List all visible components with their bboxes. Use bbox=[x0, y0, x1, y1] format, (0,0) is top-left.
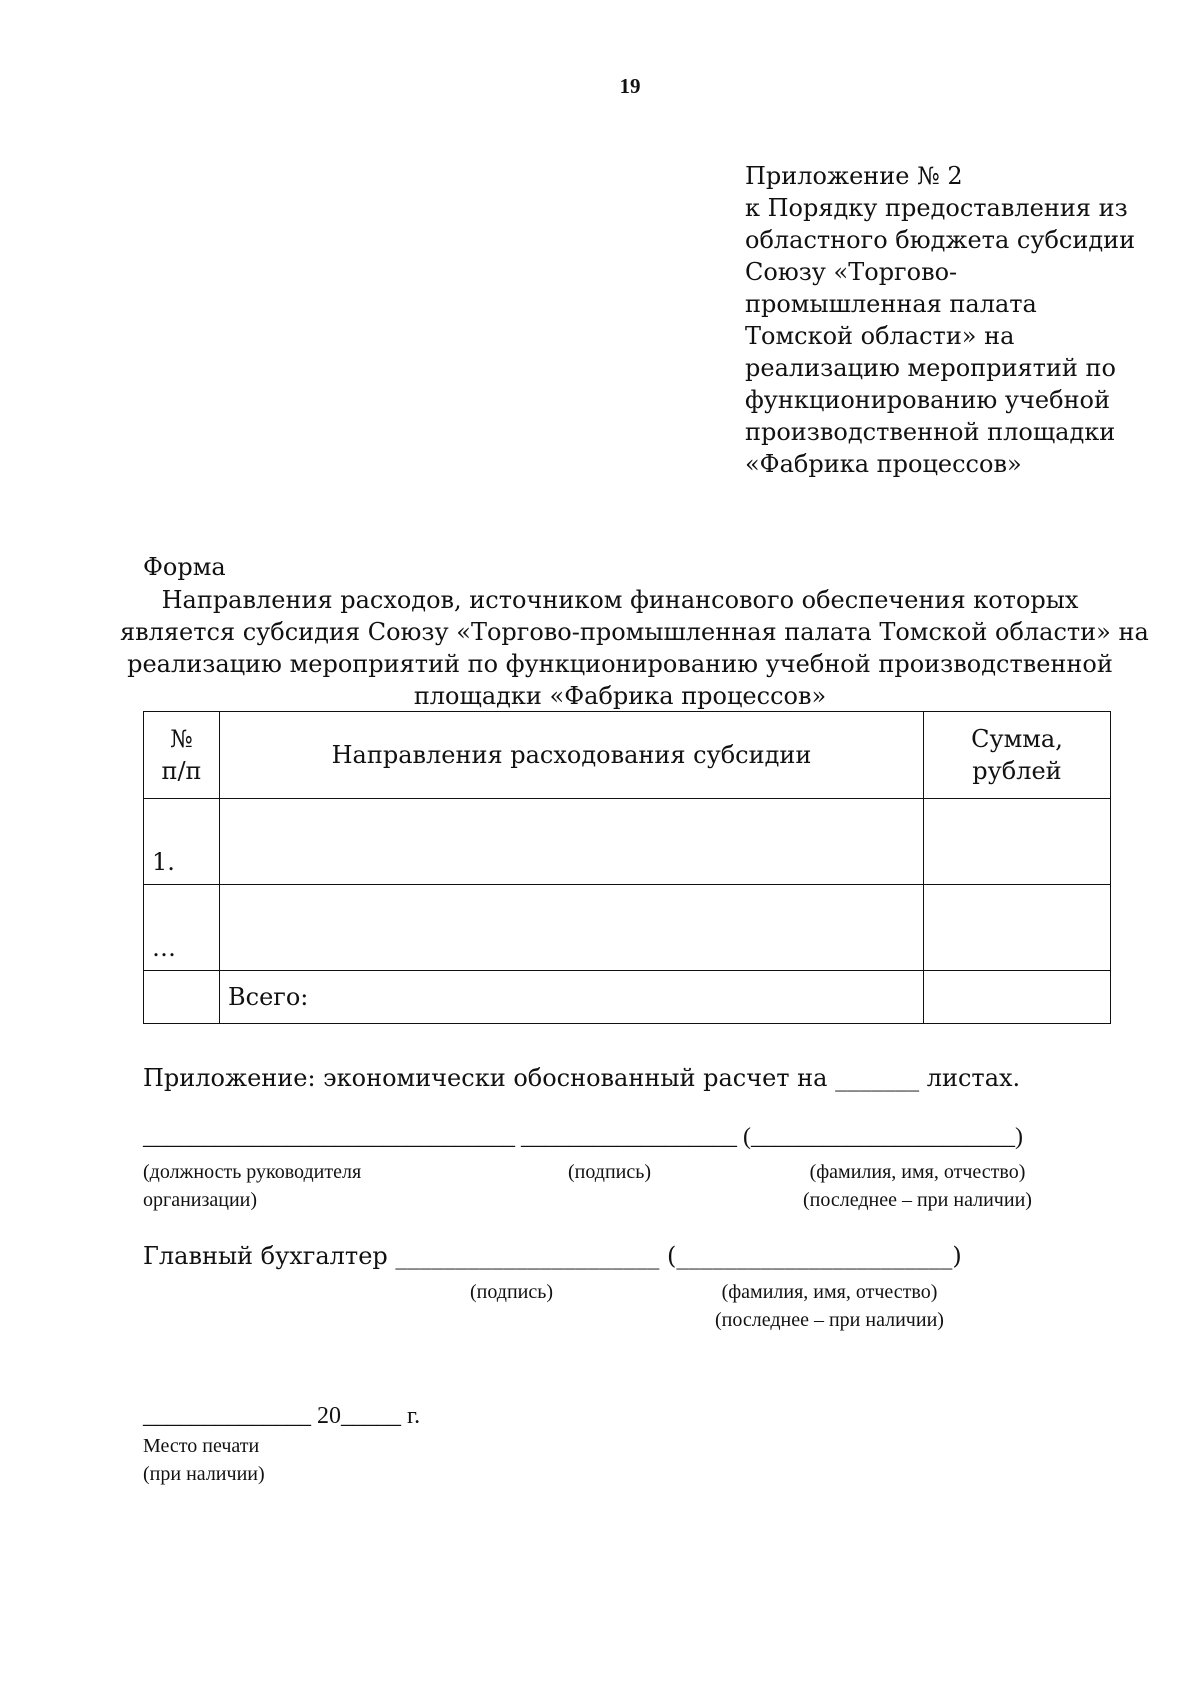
appendix-line: «Фабрика процессов» bbox=[745, 450, 1022, 478]
row-sum-cell[interactable] bbox=[924, 799, 1111, 885]
form-title-line: является субсидия Союзу «Торгово-промышленная палата Томской области» на bbox=[120, 618, 1149, 646]
appendix-line: областного бюджета субсидии bbox=[745, 226, 1136, 254]
row-sum-cell[interactable] bbox=[924, 885, 1111, 971]
appendix-line: Союзу «Торгово- bbox=[745, 258, 958, 286]
table-row bbox=[144, 799, 1111, 885]
appendix-line: промышленная палата bbox=[745, 290, 1037, 318]
accountant-caption-signature: (подпись) bbox=[470, 1281, 554, 1303]
caption-name-line: (фамилия, имя, отчество) bbox=[809, 1161, 1026, 1183]
total-label: Всего: bbox=[220, 971, 924, 1024]
appendix-line: Томской области» на bbox=[745, 322, 1015, 350]
header-number-line: п/п bbox=[161, 757, 202, 785]
caption-name bbox=[803, 1158, 1032, 1214]
header-sum-line: Сумма, bbox=[971, 725, 1063, 753]
caption-name-line: (последнее – при наличии) bbox=[803, 1189, 1032, 1211]
caption-name-line: (фамилия, имя, отчество) bbox=[721, 1281, 938, 1303]
row-number: 1. bbox=[144, 799, 220, 885]
header-sum bbox=[924, 712, 1111, 799]
caption-position-line: (должность руководителя bbox=[143, 1161, 362, 1183]
stamp-note-line: Место печати bbox=[143, 1435, 260, 1457]
caption-name-line: (последнее – при наличии) bbox=[715, 1309, 944, 1331]
form-label: Форма bbox=[143, 553, 226, 581]
form-title bbox=[120, 584, 1149, 712]
date-line[interactable]: ______________ 20_____ г. bbox=[143, 1403, 421, 1429]
chief-accountant-line[interactable]: Главный бухгалтер ______________________ (_______________________) bbox=[143, 1242, 962, 1270]
stamp-note-line: (при наличии) bbox=[143, 1463, 265, 1485]
table-header-row bbox=[144, 712, 1111, 799]
stamp-note bbox=[143, 1432, 265, 1488]
form-title-line: Направления расходов, источником финансового обеспечения которых bbox=[161, 586, 1079, 614]
appendix-line: функционированию учебной bbox=[745, 386, 1111, 414]
accountant-caption-name bbox=[715, 1278, 944, 1334]
table-row bbox=[144, 885, 1111, 971]
appendix-heading bbox=[745, 160, 1135, 480]
signature-line[interactable]: _______________________________ __________________ (______________________) bbox=[143, 1124, 1023, 1150]
table-total-row bbox=[144, 971, 1111, 1024]
appendix-line: производственной площадки bbox=[745, 418, 1116, 446]
total-number-cell bbox=[144, 971, 220, 1024]
appendix-line: реализацию мероприятий по bbox=[745, 354, 1116, 382]
form-title-line: реализацию мероприятий по функционированию учебной производственной bbox=[127, 650, 1113, 678]
attachment-note: Приложение: экономически обоснованный расчет на _______ листах. bbox=[143, 1064, 1021, 1092]
page-number: 19 bbox=[619, 74, 641, 98]
header-number-line: № bbox=[170, 725, 193, 753]
row-direction-cell[interactable] bbox=[220, 799, 924, 885]
row-number: … bbox=[144, 885, 220, 971]
caption-position bbox=[143, 1158, 361, 1214]
form-title-line: площадки «Фабрика процессов» bbox=[413, 682, 827, 710]
expenses-table bbox=[143, 711, 1111, 1024]
header-number bbox=[144, 712, 220, 799]
appendix-line: Приложение № 2 bbox=[745, 162, 963, 190]
caption-position-line: организации) bbox=[143, 1189, 258, 1211]
header-sum-line: рублей bbox=[972, 757, 1062, 785]
caption-signature: (подпись) bbox=[568, 1161, 652, 1183]
appendix-line: к Порядку предоставления из bbox=[745, 194, 1128, 222]
total-sum-cell[interactable] bbox=[924, 971, 1111, 1024]
header-direction: Направления расходования субсидии bbox=[220, 712, 924, 799]
row-direction-cell[interactable] bbox=[220, 885, 924, 971]
